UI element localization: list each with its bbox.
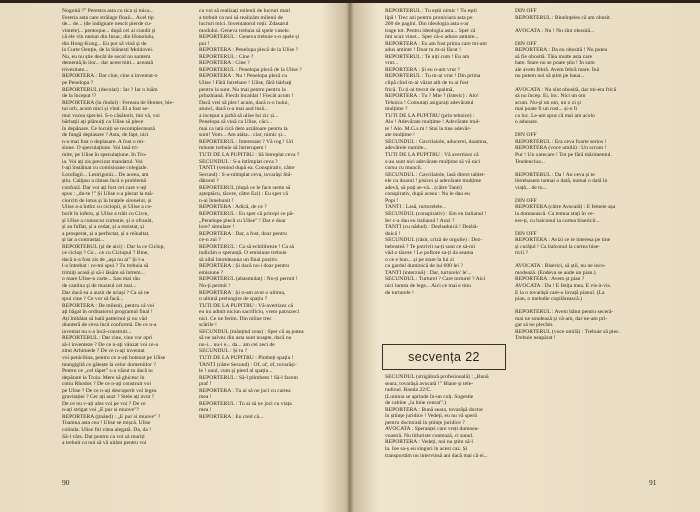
text-line: Toamna asta cea ! Ulise se mișcă. Ulise: [62, 420, 151, 427]
text-line: scările !: [199, 322, 217, 329]
text-line: SECUNDUL (strigătură profesională) : „Bună: [385, 374, 489, 380]
text-line: SECUNDUL (râsit, criză de orgolie) : Dez-: [385, 237, 483, 244]
text-line: pe Ulise ? De ce n-ați descoperit voi legea: [62, 387, 157, 394]
text-line: REPORTERA : Tu ? Mie ? (Isteric) : Alo!: [385, 93, 479, 100]
text-line: ați băgat în ordinatorul programul final !: [62, 309, 153, 316]
text-line: dătorul ?: [199, 178, 219, 185]
text-line: „Penelope plecă cu Ulise” ! Dar e doar: [199, 217, 286, 224]
text-line: REPORTERA : Eu am fost prima care mi-am: [385, 40, 487, 47]
text-line: prînzhiană. Fiecât încaldat ! Fiecât acum !: [199, 93, 294, 100]
text-line: cu gardul duminică de lui 600 lei ?: [385, 263, 463, 270]
text-line: SECUNDUL : Și tu ?: [199, 348, 248, 355]
text-line: AVOCATA : Da ! E fetița mea. E vis-à-vis.: [515, 282, 612, 289]
text-line: tul orb, acum mici și vînd. El a fost se-: [62, 106, 149, 113]
text-line: REPORTERUL : Să-l plimbem ! Să-l facem: [199, 374, 298, 381]
text-line: Pur ! Un oarecare ! Tot pe fără mărimentul.: [515, 152, 612, 159]
text-line: eu nu admit niciun sacrificiu, vrem patruzeci: [199, 309, 300, 316]
text-line: ia. Voi ați zis precizat mandatul. Voi: [62, 158, 143, 165]
text-line: REPORTERA : Vedeți, noi nu știm să-l: [385, 439, 473, 446]
text-line: și curățul ! Ca balconul la curtea bise-: [515, 243, 600, 250]
text-line: TANTI (venind după ea. Conspirativ, către: [199, 165, 295, 172]
text-line: gravitației ? Cer ați auzt ? Stele ați avut ?: [62, 394, 155, 401]
text-line: TUTI DE LA PUPITRU : Vă-avertizez că: [199, 302, 294, 309]
text-line: AVOCATA : Nu sînt obosită, dar mi-era frică: [515, 86, 617, 93]
text-line: REPORTERUL : Dar cine, cine vor opri: [62, 335, 153, 342]
text-line: indicăm o speranță. O emisiune trebuie: [199, 250, 287, 257]
text-line: pui !: [199, 40, 210, 47]
text-line: trivesitate...: [62, 66, 89, 73]
text-line: conspirativ, după aceea : Nu le dau eu: [385, 191, 470, 198]
text-line: o ce e bun... și pe stare la lui zi: [385, 256, 454, 263]
text-line: Ulise ! Fără întrebare ! Ulise, fără bărbați: [199, 80, 292, 87]
text-line: REPORTERA : Cine ?: [199, 60, 250, 67]
text-line: confuză. Dar voi ați fost cei care v-ați: [62, 184, 147, 191]
text-line: ciorciti de lotus și în brațele sirenelor, și: [62, 197, 152, 204]
text-line: REPORTERUL : Cine ?: [199, 53, 254, 60]
text-line: AVOCATA : Nu ! Nu sînt obosită...: [515, 27, 595, 34]
text-line: pentru la sunt. Nu mai pentru pentru la: [199, 86, 286, 93]
text-line: a inceput a jarbă să ulise lui zic și...: [199, 112, 279, 119]
right-page-column-2: [515, 8, 648, 342]
text-line: TANTI (către Secund) : Of, of, of, tovarăși-: [199, 361, 297, 368]
text-line: diunteră de ceva încă conformă. De ce n-a: [62, 322, 157, 329]
text-line: o mare Ulise-n carte... Sau mai rău: [62, 276, 140, 283]
text-line: REPORTERA : Adică, de ce ?: [199, 204, 267, 211]
text-line: sunt! Vom... Am atâta... clar, nimic și...: [199, 132, 287, 139]
text-line: ere-ți, cu balconul la curtea bisericii...: [515, 217, 600, 224]
text-line: și Ulise a cunoscut curtenie, și o ofranăt,: [62, 217, 153, 224]
text-line: ca loc. Le-am spus că mai am acolo: [515, 112, 595, 119]
text-line: cotiu Rhodos ? De ce n-ați construit voi: [62, 381, 152, 388]
text-line: REPORTERUL : Tu ai să ne joci cu viața: [199, 400, 292, 407]
text-line: dacă n-a fost zis de „așa nu ai” Și l-a: [62, 256, 145, 263]
text-line: REPORTERA (către Avocată) : E femeie așa: [515, 204, 616, 211]
text-line: nu-i... nu-i e... da... am cel zeci de: [199, 341, 275, 348]
sequence-heading: [382, 344, 506, 370]
text-line: să fie obosită. Tăia mutte asta care: [515, 53, 593, 60]
text-line: REPORTERA (voce umilă) : Un scrum !: [515, 145, 607, 152]
text-line: a trebuit ca noi să vă uităm pentru voi: [62, 440, 147, 447]
text-line: REPORTERA : Nu ! Penelopa plecă cu: [199, 73, 288, 80]
text-line: a trebuit ca noi să realizăm milenii de: [199, 14, 284, 21]
text-line: să ne salvez din asta sunt noapte, dacă nu: [199, 335, 292, 342]
text-line: știu. Calipso a rămas încă o problemă: [62, 178, 147, 185]
text-line: mai poate fi un rost... și-o fi: [515, 106, 578, 113]
text-line: colinda. Ulise fiti vitea alegată. Da, da !: [62, 427, 152, 433]
text-line: adevărele numite...: [385, 145, 428, 152]
text-line: mea !: [199, 394, 212, 401]
text-line: REPORTERA (ținând) : „E pur si muove” ?: [62, 413, 161, 420]
text-line: și iar a contrastat...: [62, 237, 105, 244]
text-line: DIN OFF: [515, 197, 537, 204]
text-line: trage tot. Pentru ideologia asta... Sper că: [385, 27, 476, 34]
text-line: DIN OFF: [515, 8, 537, 14]
text-line: REPORTERA : Dar cine, cine a inventat-o: [62, 73, 158, 80]
text-line: nici. Ce ne ferim. Din mîine trec: [199, 315, 272, 322]
text-line: îmi scuz vinet... Sper că-o aduce aminte...: [385, 34, 479, 41]
text-line: lucruri mici. Inventatorul roții. Zdasarul: [199, 21, 289, 28]
text-line: TANTI (interzisă) : Dar, turturelo' le'...: [385, 269, 472, 276]
text-line: o adunare.: [515, 119, 539, 126]
text-line: REPORTERUL : Geneva trebuie s-o spele și: [199, 34, 300, 41]
text-line: pian, o melodie copilărească.): [515, 296, 582, 303]
text-line: praf !: [199, 381, 212, 388]
text-line: la domnească. Ca temna stați în ve-: [515, 210, 595, 217]
text-line: depărare la Troia. Mere să ghicesc în: [62, 374, 145, 381]
left-page-column-1: [62, 8, 190, 447]
text-line: trimiți acasă și să-i lăsăm să întrem...: [62, 269, 145, 276]
text-line: nici lumea de lege... Aici ce mai e tinu: [385, 282, 471, 289]
text-line: Nogoită ?” Perestra asta cu tica și mica...: [62, 8, 154, 14]
text-line: duică !: [385, 230, 401, 237]
text-line: voastră. Nu titluriste contează, ci sunul.: [385, 432, 474, 439]
text-line: adevă, să poți se-vă... (către Tanti): [385, 184, 462, 191]
text-line: modului. Geneva trebuia să spele vasele.: [199, 27, 291, 34]
text-line: clipă cînd m-ai văzut atît de tu ai fost: [385, 80, 469, 87]
text-line: REPORTERUL : Penelopa plecă de la Ulise ?: [199, 66, 302, 73]
text-line: mui vocea speciei. S-o căsătorit, tini vă, voi: [62, 112, 160, 119]
text-line: SECUNDUL : Turturel ? Care turturel ? Aici: [385, 276, 486, 283]
text-line: cu voi să realizați milenii de lucruri mari: [199, 8, 291, 14]
text-line: Tehnica ! Comutați asigurați adevăratul: [385, 99, 474, 106]
text-line: REPORTERUL : Te uiți cum ! Eu am: [385, 53, 470, 60]
text-line: n-a mai fost o deplasare. A fost o mi-: [62, 138, 145, 145]
text-line: REPORTERA : Eu cred că...: [199, 413, 264, 420]
text-line: la Curte Oenție, de la Stănesti Moldovei.: [62, 47, 154, 54]
text-line: REPORTERUL (decolat) : Iar ? Iar o luăm: [62, 86, 158, 93]
text-line: le ! unul, cum și pierd al spațiu...: [199, 368, 273, 375]
text-line: TUTI DE LA PUPITRU : Vă avertizez că: [385, 152, 479, 159]
text-line: zitut Arhimede ? De ce n-ați inventat: [62, 348, 145, 355]
text-line: emisiune ?: [199, 269, 224, 276]
text-line: a prosperat, și a perfectat, și a reînaltat,: [62, 230, 150, 237]
text-line: de cantina și de muzeul cel mai...: [62, 282, 137, 289]
text-line: Tendenciua...: [515, 158, 545, 165]
text-line: REPORTERUL : Da ! Au ceva și te: [515, 171, 595, 178]
text-line: REPORTERUL (după ce le face semn să: [199, 184, 291, 191]
text-line: REPORTERUL : Ca să echilibreze ! Ca să: [199, 243, 294, 250]
text-line: l-ați înstăinat cu comisioane colegiale.: [62, 165, 148, 172]
text-line: Pentru ce „cel tăpet” s-a văzut tu dacă tu: [62, 368, 153, 375]
text-line: REPORTERA : Și dacă nu-i doar pentru: [199, 263, 290, 270]
text-line: radioul. Banda 22/C.: [385, 387, 432, 394]
text-line: REPORTERA : Penelopa plecă de la Ulise ?: [199, 47, 299, 54]
text-line: REPORTERUL (și de aici) : Dar la ce Ciclop,: [62, 243, 165, 250]
text-line: REPORTERA : Da eu obosită ! Nu putea: [515, 47, 608, 54]
text-line: mungigită ce gătește la celor domeniilor ?: [62, 361, 156, 368]
text-line: Penelopa să vină ca Ulise, căci...: [199, 119, 273, 126]
text-line: TUTI DE LA PUPITRU (prin tehnice) :: [385, 112, 475, 119]
text-line: SECUNDUL : Gavrilaiole, lasă direct tablet-: [385, 171, 486, 178]
text-line: de... de... (de indignare nescit pierde cu-: [62, 21, 152, 28]
text-line: s-au sunt nici adevărate mulțime să vă nici: [385, 158, 481, 165]
text-line: spui cine ? Ce vor să facă...: [62, 296, 124, 303]
text-line: adus aminte ! Doar tu m-ai făcut !: [385, 47, 461, 54]
text-line: seara, tovarășă avocată !” Blane și tele-: [385, 380, 474, 387]
left-page-column-2: [199, 8, 329, 420]
text-line: REPORTERUL (abasmidat) : Nu-ți permit !: [199, 276, 298, 283]
text-line: De ce nu v-ați ales voi pe voi ? De ce: [62, 400, 146, 407]
text-line: Să-l vărs. Dar pentru ca voi să muriți: [62, 433, 145, 440]
text-line: de turturele !: [385, 289, 414, 296]
text-line: TANTI : Lasă, turturelele...: [385, 204, 447, 211]
text-line: pentru doctorată în științe juridice ?: [385, 419, 465, 426]
text-line: ce ciclop ? Ce... ce cu Ciclopul ? Bine,: [62, 250, 149, 257]
text-line: cursu cu muncii.: [385, 165, 423, 172]
text-line: SECUNDUL (mănțind ceas) : Sper că aș putea: [199, 328, 304, 335]
text-line: REPORTERA : Și eu n-am vrut ?: [385, 66, 460, 73]
text-line: la. Ioe sa-ș eu singuri în acest caz. Și: [385, 446, 468, 453]
text-line: de la început !?: [62, 93, 97, 100]
text-line: REPORTERA : Dar, a fost, doar pentru: [199, 230, 287, 237]
text-line: Secund) : S-a-ntîmplat ceva, tovarăși Stă-: [199, 171, 293, 178]
text-line: ce-n zui ?: [199, 237, 221, 244]
text-line: văd o tăcere ! Le poftore sa-ți da seama: [385, 250, 474, 257]
text-line: Ulise a-a întîrz cu ciclopii, și Ulise a co-: [62, 204, 153, 211]
text-line: n-ați strigat voi „E pur si muove”?: [62, 407, 140, 414]
text-line: ele cu doarul ! pisicei și adevărate mulțime: [385, 178, 482, 185]
text-line: DIN OFF: [515, 132, 537, 139]
text-line: TUTI DE LA PUPITRU : Pimbeți spațiu !: [199, 354, 294, 361]
text-line: modează. (Endeva se aude un pian.): [515, 269, 596, 276]
text-line: REPORTERA : Avem șt pian ?: [515, 276, 585, 283]
text-line: REPORTERA (la rîndul) : Fereara de Homer, bie-: [62, 99, 174, 106]
text-line: SECUNDUL : Gavrilaiole, aducerei, doamna,: [385, 138, 488, 145]
text-line: bate. Stare nu se poate știu ! În sum: [515, 60, 595, 67]
text-line: mai ne sondează și vă-am, dar ne-am pri-: [515, 315, 608, 322]
text-line: REPORTERA : Avizi ce te interesa pe tine: [515, 237, 611, 244]
text-line: te ! Alo. M.G.s.m ! Stai la tine adevăr-: [385, 125, 471, 132]
text-line: Trebuie neapărat !: [515, 335, 556, 342]
text-line: E la o tovarășă care-o învață pianul. (La: [515, 289, 605, 296]
text-line: AVOCATA : Biserici, să știi, nu ne inco-: [515, 263, 606, 270]
text-line: Popi !: [385, 197, 399, 204]
text-line: ale avem febră. Avem febră mare. Înă: [515, 66, 600, 73]
text-line: de cabine „la bine cenrat”.): [385, 400, 447, 407]
right-page-column-1-lower: [385, 374, 517, 459]
text-line: TUTI DE LA PUPITRU : Să întreplat ceva ?: [199, 152, 300, 159]
text-line: în științe juridice ! Vedeți, eu nu vă sperii: [385, 413, 478, 420]
page-number-left: 90: [62, 478, 70, 487]
text-line: AVOCATA : Speranței care vreți dumnea-: [385, 426, 480, 433]
text-line: Nu-ți permit !: [199, 282, 231, 289]
text-line: mea !: [199, 407, 212, 414]
text-line: viață... de tu...: [515, 184, 547, 191]
text-line: să-l inventeze ? De ce n-ați vânzat voi ce-a: [62, 341, 158, 348]
text-line: pe Penelopa ?: [62, 80, 94, 87]
text-line: DIN OFF: [515, 40, 537, 47]
text-line: lipă ! Trec azi pentru proniciara asta pe: [385, 14, 473, 21]
text-line: de fungă deplasare ? Asta, de fapt, nici: [62, 132, 149, 139]
text-line: REPORTERUL : Eu sper că pricepi ce pă-: [199, 210, 294, 217]
text-line: transportăm nu intervinsă ani dacă mai că ei...: [385, 452, 488, 459]
text-line: Dacă vrei să plec! acum, dacă n-o hului,: [199, 99, 289, 106]
text-line: în depănare. Ce locuiți se recomplectează: [62, 125, 155, 132]
text-line: întrebasem numai o dată, numai o dată în: [515, 178, 608, 185]
text-line: REPORTERUL : Tu eștii nimic ! Tu eștii: [385, 8, 477, 14]
text-line: mulțime ?: [385, 106, 408, 113]
text-line: spus : „du-te !” Și Ulise s-a plecat la mă-: [62, 191, 154, 198]
text-line: că ele vin numai din Insac, din Honolulu,: [62, 34, 155, 41]
text-line: acum. Nu-și un om, un o zi și: [515, 99, 582, 106]
text-line: să nu încep. Ei, înc. Nici un om: [515, 93, 586, 100]
text-line: siune. O speculațiune. Voi lasă tri-: [62, 145, 139, 152]
text-line: (Lumina se aprinde în-un colț. Sugestie: [385, 393, 474, 400]
sequence-title: secvența 22: [408, 350, 480, 364]
text-line: SECUNDUL : S-a întîmplat ceva ?: [199, 158, 278, 165]
text-line: atunci, dacă n-a mai aud însă...: [199, 106, 269, 113]
text-line: REPORTERA : Tu ai să ne joci cu cartea: [199, 387, 291, 394]
page-number-right: 91: [649, 478, 657, 487]
text-line: inventat nu s-a încă-construit...: [62, 328, 132, 335]
text-line: mite, pe Ulise în speculațiune. In Tro-: [62, 152, 147, 159]
text-line: vrut...: [385, 60, 399, 67]
text-line: lore? simulare !: [199, 224, 235, 231]
text-line: Ați îmbătat să bată patternul și nu văd: [62, 315, 147, 322]
text-line: voi penicilina, pentru ce n-ați botezat pe Ulise: [62, 354, 166, 361]
text-line: mai ca iată cică dem arzătoare pentru la: [199, 125, 288, 132]
text-line: Ier c-a dau eu italianul ! Auzi ?: [385, 217, 455, 224]
text-line: REPORTERA : De milenii, pentru că voi: [62, 302, 155, 309]
text-line: dementă,în ilor... dar acest miti... această: [62, 60, 154, 67]
text-line: l-a întrebat : ce-mi spui ? Tu trebuia să: [62, 263, 149, 270]
text-line: o ultimă prelungire de spațiu ?: [199, 296, 268, 303]
text-line: și au fuflat, și a cedat, și a rezistat, și: [62, 224, 145, 231]
text-line: Fereria asta care strălage floaii... Acel tip: [62, 14, 154, 21]
text-line: din Hong-Kong... Eu pot să vină și de: [62, 40, 147, 47]
text-line: bărbații ați plănuiți ca Ulise să plece: [62, 119, 144, 126]
text-line: Nu, eu nu știe decât de secol nu suntem: [62, 53, 151, 60]
text-line: gat să ne plecăm.: [515, 322, 554, 329]
text-line: n-ai înnebunit !: [199, 197, 234, 204]
text-line: REPORTERUL : Era ceva foarte serios !: [515, 138, 607, 145]
text-line: 200 de pagini. Din ideologia asta s-ar: [385, 21, 469, 28]
text-line: frică. Tu ți-ai trecut de spaimă,: [385, 86, 454, 93]
text-line: să aibă întotdeauna un final pozitiv.: [199, 256, 279, 263]
text-line: REPORTERUL : Avem bătut pentru seceră-: [515, 309, 614, 316]
text-line: ate mulțime !: [385, 132, 415, 139]
text-line: Lotofagii... Lestrigonii... De aceea, am: [62, 171, 149, 178]
text-line: nu putem noi să știm pe baua...: [515, 73, 585, 80]
text-line: borît în infern, și Ulise a trăit cu Circe,: [62, 210, 149, 217]
text-line: Dar dacă ea a auzit de uriași ? Ca să ne: [62, 289, 150, 296]
text-line: REPORTERA : Bună seara, tovarășă doctor: [385, 406, 484, 413]
text-line: SECUNDUL (conspirativ) : Em eu italianul !: [385, 210, 487, 217]
text-line: REPORTERUL (voce umilă) : Trebuie să plec.: [515, 328, 620, 335]
text-line: TANTI (cu nădud) : Dezbaduică ! Dezbă-: [385, 224, 479, 231]
right-page-column-1: [385, 8, 517, 296]
text-line: Alo ! Adevărate mulțime ! Adevărate mul-: [385, 119, 481, 126]
text-line: vintele)... pentoque... după cei ai condit și: [62, 27, 156, 34]
text-line: DIN OFF: [515, 230, 537, 237]
text-line: REPORTERUL : Interesant ? Vă rog ! Uri: [199, 138, 294, 145]
text-line: bebosteă ? Te potrivit sa-ți sunt ce să-mi: [385, 243, 476, 250]
text-line: minute trebuie să întrerupem !: [199, 145, 267, 152]
text-line: așteptăcu, tăcere, către Ezi) : Eu sper că: [199, 191, 288, 198]
text-line: REPORTERA : Și n-am avut o ultima,: [199, 289, 286, 296]
text-line: REPORTERUL : Tu m-ai vrut ! Din prima: [385, 73, 481, 80]
text-line: ricii ?: [515, 250, 528, 257]
book-gutter: [346, 0, 354, 512]
text-line: REPORTERUL : Bineînțeles că am obosit.: [515, 14, 612, 21]
